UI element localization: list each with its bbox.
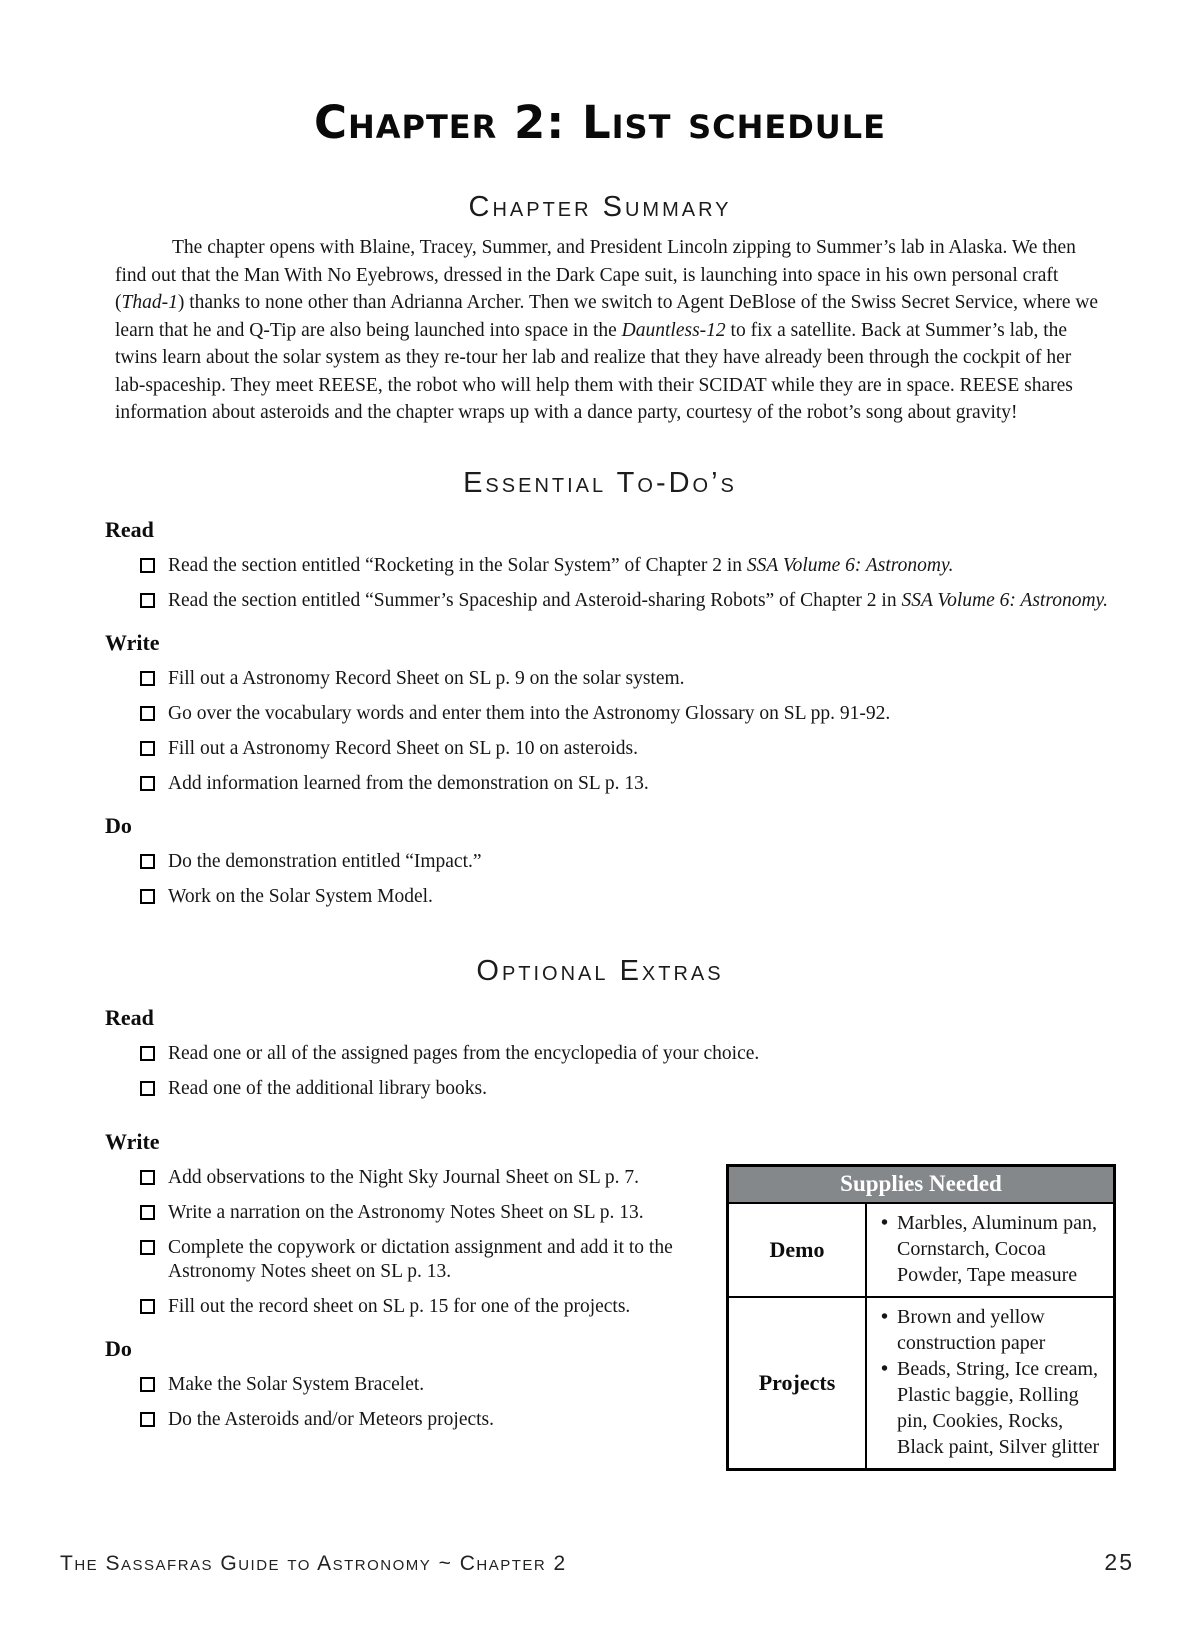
group-label-read: Read	[105, 1004, 154, 1030]
checklist-item-label	[168, 554, 953, 578]
checkbox[interactable]	[140, 1170, 155, 1185]
essential-todos-heading: Essential To-Do’s	[463, 466, 737, 499]
essential-read-group	[105, 517, 1140, 613]
group-label-write: Write	[105, 629, 160, 655]
chapter-summary-heading: Chapter Summary	[468, 191, 732, 223]
supplies-row-items-demo	[866, 1203, 1115, 1297]
page-footer	[60, 1549, 1134, 1576]
checkbox[interactable]	[140, 1046, 155, 1061]
essential-read-list	[105, 554, 1140, 613]
chapter-summary-paragraph	[115, 234, 1100, 427]
supplies-bullet: • Marbles, Aluminum pan, Cornstarch, Cocoa Powder, Tape measure	[897, 1210, 1105, 1288]
supplies-table-header: Supplies Needed	[728, 1165, 1115, 1203]
checkbox[interactable]	[140, 593, 155, 608]
checkbox[interactable]	[140, 1081, 155, 1096]
checkbox[interactable]	[140, 1377, 155, 1392]
checklist-item	[105, 667, 1140, 691]
group-label-read: Read	[105, 516, 154, 542]
checkbox[interactable]	[140, 776, 155, 791]
checklist-item	[105, 737, 1140, 761]
checklist-item-label: Make the Solar System Bracelet.	[168, 1373, 425, 1395]
item-book-title: SSA Volume 6: Astronomy.	[901, 589, 1109, 611]
checkbox[interactable]	[140, 854, 155, 869]
checklist-item-label: Work on the Solar System Model.	[168, 885, 433, 907]
supplies-needed-table-wrap	[726, 1164, 1116, 1471]
optional-write-group	[105, 1129, 726, 1319]
checklist-item	[105, 702, 1140, 726]
checkbox[interactable]	[140, 741, 155, 756]
checkbox[interactable]	[140, 1205, 155, 1220]
essential-write-list	[105, 667, 1140, 796]
checklist-item-label: Fill out the record sheet on SL p. 15 for one of the projects.	[168, 1295, 631, 1317]
checklist-item-label	[168, 589, 1108, 613]
supplies-needed-table	[726, 1164, 1116, 1471]
summary-italic-craft-name: Thad-1	[121, 292, 178, 313]
summary-text-3: to fix a satellite. Back at Summer’s lab, the twins learn about the solar system as they re-tour her lab and realize that they have already been through the cockpit of her lab-spaceship. They meet REESE, the robot who will help them with their SCIDAT while they are in space. REESE shares information about asteroids and the chapter wraps up with a dance party, courtesy of the robot’s song about gravity!	[115, 319, 1073, 423]
supplies-bullet-list	[873, 1210, 1105, 1288]
optional-read-group	[105, 1005, 1140, 1101]
essential-do-list	[105, 850, 1140, 909]
supplies-row-label-demo: Demo	[728, 1203, 867, 1297]
supplies-bullet: • Brown and yellow construction paper	[897, 1304, 1105, 1356]
checklist-item	[105, 1077, 1140, 1101]
checklist-item-label: Write a narration on the Astronomy Notes Sheet on SL p. 13.	[168, 1201, 644, 1223]
checklist-item-label: Fill out a Astronomy Record Sheet on SL p. 10 on asteroids.	[168, 737, 638, 759]
optional-write-list	[105, 1166, 726, 1319]
item-text: Read the section entitled “Rocketing in the Solar System” of Chapter 2 in	[168, 554, 747, 576]
group-label-do: Do	[105, 812, 132, 838]
checkbox[interactable]	[140, 558, 155, 573]
item-text: Read the section entitled “Summer’s Spaceship and Asteroid-sharing Robots” of Chapter 2 in	[168, 589, 902, 611]
checklist-item	[105, 1373, 726, 1397]
optional-do-list	[105, 1373, 726, 1432]
checklist-item	[105, 1166, 726, 1190]
supplies-row-items-projects	[866, 1297, 1115, 1470]
checklist-item-label: Do the demonstration entitled “Impact.”	[168, 850, 482, 872]
checklist-item	[105, 554, 1140, 578]
checklist-item-label: Complete the copywork or dictation assignment and add it to the Astronomy Notes sheet on SL p. 13.	[168, 1236, 673, 1282]
footer-book-title: The Sassafras Guide to Astronomy ~ Chapter 2	[60, 1552, 567, 1575]
checkbox[interactable]	[140, 671, 155, 686]
checklist-item-label: Do the Asteroids and/or Meteors projects.	[168, 1408, 495, 1430]
checklist-item-label: Go over the vocabulary words and enter them into the Astronomy Glossary on SL pp. 91-92.	[168, 702, 891, 724]
checklist-item-label: Add observations to the Night Sky Journal Sheet on SL p. 7.	[168, 1166, 640, 1188]
item-book-title: SSA Volume 6: Astronomy.	[746, 554, 954, 576]
summary-italic-ship-name: Dauntless-12	[621, 319, 726, 341]
summary-text-2: ) thanks to none other than Adrianna Archer. Then we switch to Agent DeBlose of the Swiss Secret Service, where we learn that he and Q-Tip are also being launched into space in the	[115, 292, 1099, 341]
essential-write-group	[105, 630, 1140, 796]
supplies-bullet-list	[873, 1304, 1105, 1460]
optional-read-list	[105, 1042, 1140, 1101]
table-row-demo	[728, 1203, 1115, 1297]
optional-lower-left-column	[105, 1112, 726, 1471]
checklist-item	[105, 1236, 726, 1284]
checklist-item	[105, 1295, 726, 1319]
checklist-item	[105, 885, 1140, 909]
checklist-item	[105, 1042, 1140, 1066]
document-page	[0, 96, 1200, 1575]
optional-extras-heading: Optional Extras	[476, 954, 724, 987]
checkbox[interactable]	[140, 889, 155, 904]
checklist-item	[105, 1201, 726, 1225]
optional-lower-region	[105, 1112, 1113, 1471]
page-title: Chapter 2: List schedule	[313, 96, 887, 149]
checkbox[interactable]	[140, 1240, 155, 1255]
checklist-item-label: Read one of the additional library books.	[168, 1077, 487, 1099]
checklist-item-label: Read one or all of the assigned pages from the encyclopedia of your choice.	[168, 1042, 760, 1064]
checkbox[interactable]	[140, 1412, 155, 1427]
essential-do-group	[105, 813, 1140, 909]
group-label-do: Do	[105, 1335, 132, 1361]
checkbox[interactable]	[140, 1299, 155, 1314]
checkbox[interactable]	[140, 706, 155, 721]
checklist-item-label: Add information learned from the demonstration on SL p. 13.	[168, 772, 649, 794]
supplies-bullet: • Beads, String, Ice cream, Plastic baggie, Rolling pin, Cookies, Rocks, Black paint, Silver glitter	[897, 1356, 1105, 1460]
supplies-row-label-projects: Projects	[728, 1297, 867, 1470]
page-number: 25	[1104, 1549, 1134, 1575]
optional-do-group	[105, 1336, 726, 1432]
checklist-item-label: Fill out a Astronomy Record Sheet on SL p. 9 on the solar system.	[168, 667, 685, 689]
checklist-item	[105, 772, 1140, 796]
checklist-item	[105, 1408, 726, 1432]
checklist-item	[105, 850, 1140, 874]
table-row-projects	[728, 1297, 1115, 1470]
summary-text-1: The chapter opens with Blaine, Tracey, Summer, and President Lincoln zipping to Summer’s lab in Alaska. We then find out that the Man With No Eyebrows, dressed in the Dark Cape suit, is launching into space in his own personal craft (	[115, 237, 1076, 313]
group-label-write: Write	[105, 1128, 160, 1154]
checklist-item	[105, 589, 1140, 613]
